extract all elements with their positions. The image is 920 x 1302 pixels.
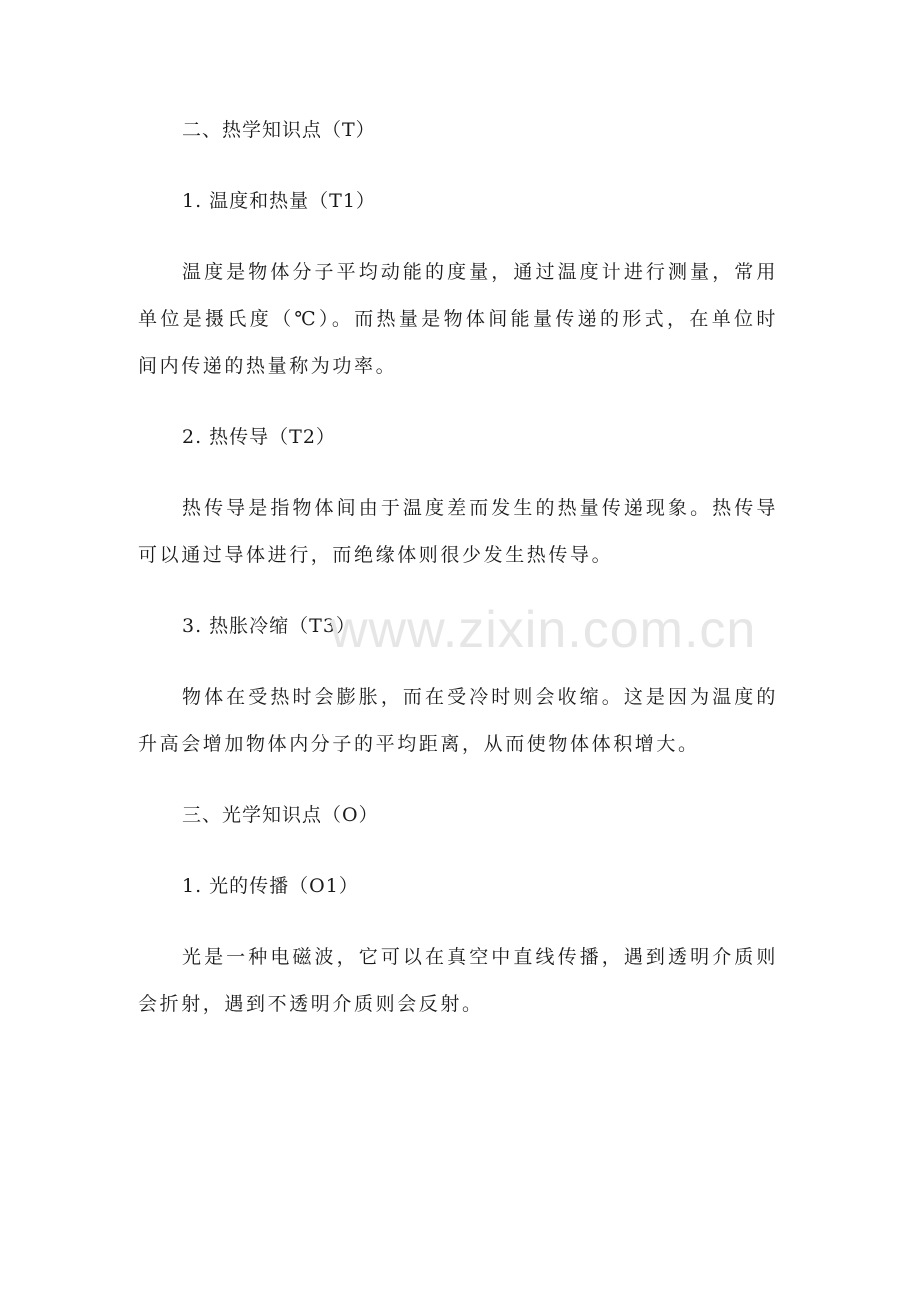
paragraph-thermal-expansion: 物体在受热时会膨胀，而在受冷时则会收缩。这是因为温度的升高会增加物体内分子的平均距离，从而使物体体积增大。: [138, 686, 778, 755]
subsection-heading-thermal-expansion: 3. 热胀冷缩（T3）: [182, 615, 356, 637]
watermark: www.zixin.com.cn: [330, 601, 757, 659]
document-body: [138, 107, 778, 1052]
paragraph-light-propagation: 光是一种电磁波，它可以在真空中直线传播，遇到透明介质则会折射，遇到不透明介质则会反射。: [138, 946, 778, 1015]
subsection-heading-temperature-heat: 1. 温度和热量（T1）: [182, 190, 376, 212]
paragraph-heat-conduction: 热传导是指物体间由于温度差而发生的热量传递现象。热传导可以通过导体进行，而绝缘体则很少发生热传导。: [138, 497, 778, 566]
subsection-heading-heat-conduction: 2. 热传导（T2）: [182, 426, 336, 448]
subsection-heading-light-propagation: 1. 光的传播（O1）: [182, 875, 359, 897]
section-heading-thermal: 二、热学知识点（T）: [182, 119, 376, 141]
paragraph-temperature-heat: 温度是物体分子平均动能的度量，通过温度计进行测量，常用单位是摄氏度（℃）。而热量是物体间能量传递的形式，在单位时间内传递的热量称为功率。: [138, 261, 778, 377]
section-heading-optics: 三、光学知识点（O）: [182, 804, 379, 826]
